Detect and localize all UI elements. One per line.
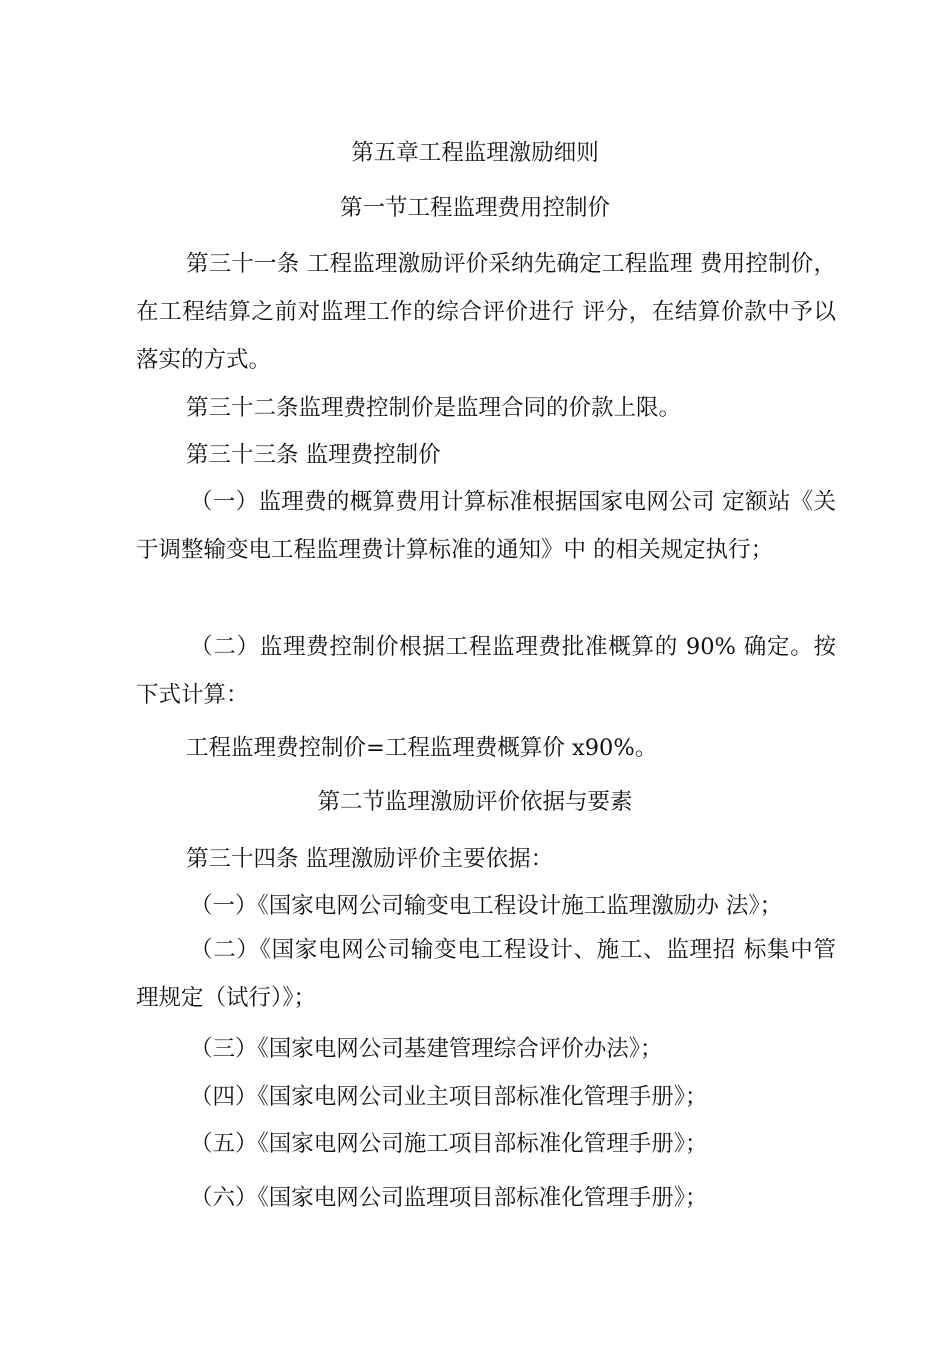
article-34-item-2: （二）《国家电网公司输变电工程设计、施工、监理招 标集中管理规定（试行）》； [136, 937, 836, 1011]
article-34-item-1: （一）《国家电网公司输变电工程设计施工监理激励办 法》； [190, 893, 783, 919]
chapter-title: 第五章工程监理激励细则 [351, 140, 599, 166]
article-33-item-2: （二）监理费控制价根据工程监理费批准概算的 90% 确定。按下式计算： [136, 634, 836, 708]
formula: 工程监理费控制价=工程监理费概算价 x90%。 [186, 735, 658, 761]
article-34-item-6: （六）《国家电网公司监理项目部标准化管理手册》； [190, 1185, 708, 1211]
section-title-1: 第一节工程监理费用控制价 [339, 195, 610, 221]
article-31: 第三十一条 工程监理激励评价采纳先确定工程监理 费用控制价，在工程结算之前对监理工作的综合评价进行 评分，在结算价款中予以落实的方式。 [136, 251, 836, 373]
article-32: 第三十二条监理费控制价是监理合同的价款上限。 [186, 395, 682, 421]
article-33-item-1: （一）监理费的概算费用计算标准根据国家电网公司 定额站《关于调整输变电工程监理费计算标准的通知》中 的相关规定执行； [136, 489, 836, 563]
section-title-2: 第二节监理激励评价依据与要素 [317, 789, 633, 815]
article-34-item-5: （五）《国家电网公司施工项目部标准化管理手册》； [190, 1131, 708, 1157]
article-34-item-3: （三）《国家电网公司基建管理综合评价办法》； [190, 1036, 663, 1062]
article-33: 第三十三条 监理费控制价 [186, 442, 441, 468]
article-34: 第三十四条 监理激励评价主要依据： [186, 846, 554, 872]
article-34-item-4: （四）《国家电网公司业主项目部标准化管理手册》； [190, 1084, 708, 1110]
